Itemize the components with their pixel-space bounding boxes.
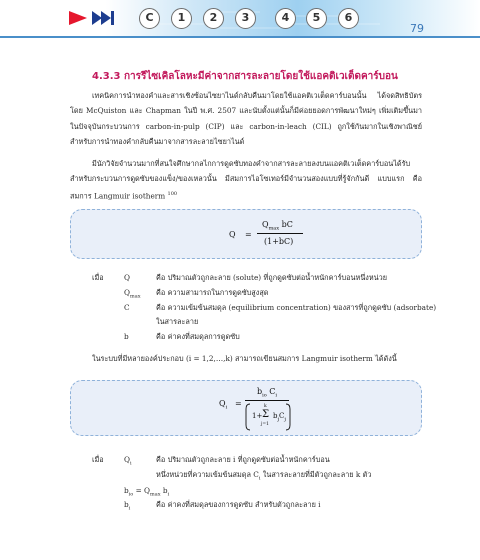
equation-2-equals: =: [235, 399, 242, 408]
equation-2-fraction-bar: [245, 400, 289, 401]
chapter-button-4[interactable]: 4: [275, 8, 296, 29]
equation-2-one-plus: 1+: [252, 412, 263, 420]
chapter-button-6[interactable]: 6: [338, 8, 359, 29]
paragraph-3: [70, 351, 422, 366]
definition-text: คือ ความเข้มข้นสมดุล (equilibrium concentration) ของสารที่ถูกดูดซับ (adsorbate): [156, 303, 437, 312]
header-rule: [0, 36, 480, 38]
chapter-button-2[interactable]: 2: [203, 8, 224, 29]
definition-formula: $b_{io} = Q_{max}$ $b_i$: [124, 486, 170, 498]
section-title: 4.3.3 การรีไซเคิลโลหะมีค่าจากสารละลายโดยใช้แอคติเวเต็ดคาร์บอน: [92, 71, 398, 82]
definition-text: คือ ค่าคงที่สมดุลการดูดซับ: [156, 332, 240, 341]
definition-text: คือ ปริมาณตัวถูกละลาย i ที่ถูกดูดซับต่อน้ำหนักคาร์บอน: [156, 455, 330, 464]
definition-symbol: $Q_i$: [124, 455, 132, 467]
equation-1-lhs: Q: [229, 230, 236, 239]
play-arrow-icon[interactable]: [69, 11, 87, 25]
chapter-button-c[interactable]: C: [139, 8, 160, 29]
page-number: 79: [410, 22, 424, 35]
definition-symbol: $b_i$: [124, 500, 131, 512]
fast-forward-icon[interactable]: [92, 11, 114, 25]
paragraph-2-text: มีนักวิจัยจำนวนมากที่สนใจศึกษากลไกการดูดซับทองคำจากสารละลายลงบนแอคติเวเต็ดคาร์บอนได้รับสำหรับกระบวนการดูดซับของแข็ง/ของเหลวนั้น มีสมการไอโซเทอร์มีจำนวนสองแบบที่รู้จักกันดี แบบแรก คือสมการ Langmuir isotherm: [70, 159, 422, 201]
definitions-when-label: เมื่อ: [92, 273, 104, 282]
equation-box-multicomponent: [70, 380, 422, 436]
equation-box-langmuir: [70, 209, 422, 259]
paragraph-1-text: เทคนิคการนำทองคำและสารเชิงซ้อนไซยาไนด์กลับคืนมาโดยใช้แอคติเวเต็ดคาร์บอนนั้น ได้จดสิทธิบัตรโดย McQuiston และ Chapman ในปี พ.ศ. 2507 และนับตั้งแต่นั้นก็มีค่อยยอดการพัฒนาใหม่ๆ เพิ่มเติมขึ้นมา ในปัจจุบันกระบวนการ carbon-in-pulp (CIP) และ carbon-in-leach (CIL) ถูกใช้กันมากในเชิงพาณิชย์สำหรับการนำทองคำกลับคืนมาจากสารละลายไซยาไนด์: [70, 91, 422, 146]
equation-2-lhs: $Q_i$: [219, 399, 228, 411]
summation-upper-limit: k: [264, 404, 267, 409]
paragraph-3-text: ในระบบที่มีหลายองค์ประกอบ (i = 1,2,…,k) สามารถเขียนสมการ Langmuir isotherm ได้ดังนี้: [92, 354, 397, 363]
definition-text: คือ ความสามารถในการดูดซับสูงสุด: [156, 288, 269, 297]
reference-superscript: 100: [167, 190, 178, 197]
equation-1-denominator: (1+bC): [264, 237, 294, 246]
definitions-when-label: เมื่อ: [92, 455, 104, 464]
equation-2-numerator: $b_{io}$ $C_i$: [257, 387, 278, 399]
definition-symbol: b: [124, 332, 129, 341]
definition-text-continuation: หนึ่งหน่วยที่ความเข้มข้นสมดุล $C_i$ ในสารละลายที่มีตัวถูกละลาย k ตัว: [156, 470, 372, 482]
definition-text-continuation: ในสารละลาย: [156, 317, 199, 326]
summation-symbol: Σ: [262, 409, 270, 420]
paragraph-1: [70, 88, 422, 149]
paragraph-2: [70, 156, 422, 203]
equation-1-fraction-bar: [257, 233, 303, 234]
summation-term: $b_jC_j$: [273, 412, 286, 423]
definition-symbol: Q: [124, 273, 130, 282]
equation-1-numerator: $Q_{max}$ bC: [262, 220, 293, 232]
equation-1-equals: =: [245, 230, 252, 239]
page-header: [0, 0, 480, 36]
summation-lower-limit: j=1: [261, 422, 270, 427]
chapter-button-5[interactable]: 5: [306, 8, 327, 29]
chapter-button-1[interactable]: 1: [171, 8, 192, 29]
definition-text: คือ ปริมาณตัวถูกละลาย (solute) ที่ถูกดูดซับต่อน้ำหนักคาร์บอนหนึ่งหน่วย: [156, 273, 388, 282]
chapter-button-3[interactable]: 3: [235, 8, 256, 29]
definition-symbol: C: [124, 303, 130, 312]
definition-symbol: $Q_{max}$: [124, 288, 141, 300]
definition-text: คือ ค่าคงที่สมดุลของการดูดซับ สำหรับตัวถูกละลาย i: [156, 500, 321, 509]
